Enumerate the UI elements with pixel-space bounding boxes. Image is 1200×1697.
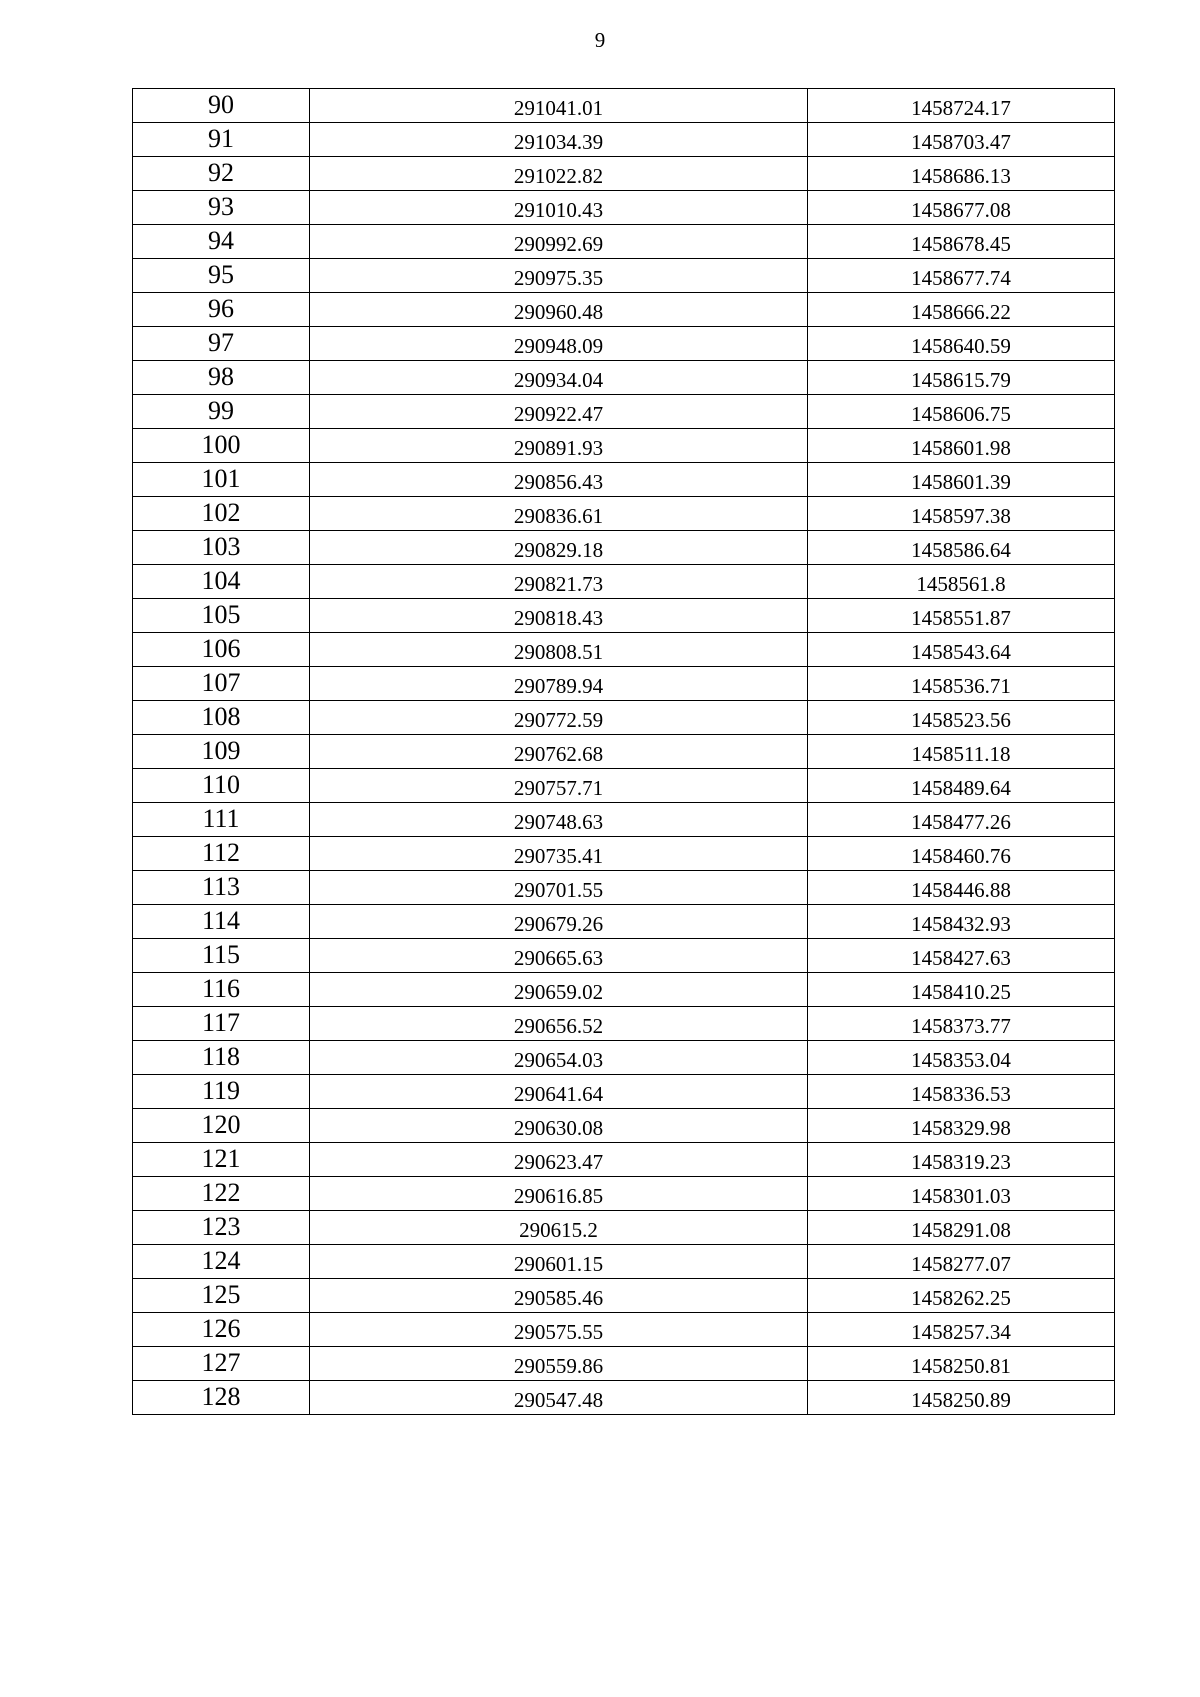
y-coordinate-cell: 1458460.76 bbox=[808, 837, 1115, 871]
table-row bbox=[133, 1177, 1115, 1211]
y-coordinate-cell: 1458703.47 bbox=[808, 123, 1115, 157]
table-row bbox=[133, 905, 1115, 939]
y-coordinate-cell: 1458551.87 bbox=[808, 599, 1115, 633]
y-coordinate-cell: 1458666.22 bbox=[808, 293, 1115, 327]
table-row bbox=[133, 225, 1115, 259]
x-coordinate-cell: 290659.02 bbox=[310, 973, 808, 1007]
y-coordinate-cell: 1458250.81 bbox=[808, 1347, 1115, 1381]
y-coordinate-cell: 1458543.64 bbox=[808, 633, 1115, 667]
x-coordinate-cell: 290934.04 bbox=[310, 361, 808, 395]
x-coordinate-cell: 290623.47 bbox=[310, 1143, 808, 1177]
x-coordinate-cell: 290960.48 bbox=[310, 293, 808, 327]
table-row bbox=[133, 1109, 1115, 1143]
table-row bbox=[133, 769, 1115, 803]
table-row bbox=[133, 1245, 1115, 1279]
y-coordinate-cell: 1458250.89 bbox=[808, 1381, 1115, 1415]
table-row bbox=[133, 973, 1115, 1007]
x-coordinate-cell: 290772.59 bbox=[310, 701, 808, 735]
table-row bbox=[133, 599, 1115, 633]
x-coordinate-cell: 290856.43 bbox=[310, 463, 808, 497]
x-coordinate-cell: 290948.09 bbox=[310, 327, 808, 361]
y-coordinate-cell: 1458597.38 bbox=[808, 497, 1115, 531]
x-coordinate-cell: 291034.39 bbox=[310, 123, 808, 157]
y-coordinate-cell: 1458724.17 bbox=[808, 89, 1115, 123]
x-coordinate-cell: 290701.55 bbox=[310, 871, 808, 905]
table-row bbox=[133, 939, 1115, 973]
y-coordinate-cell: 1458329.98 bbox=[808, 1109, 1115, 1143]
x-coordinate-cell: 290829.18 bbox=[310, 531, 808, 565]
table-row bbox=[133, 1381, 1115, 1415]
table-row bbox=[133, 259, 1115, 293]
x-coordinate-cell: 290975.35 bbox=[310, 259, 808, 293]
x-coordinate-cell: 290757.71 bbox=[310, 769, 808, 803]
table-row bbox=[133, 89, 1115, 123]
table-row bbox=[133, 871, 1115, 905]
point-number-cell: 112 bbox=[133, 837, 310, 871]
y-coordinate-cell: 1458686.13 bbox=[808, 157, 1115, 191]
x-coordinate-cell: 290616.85 bbox=[310, 1177, 808, 1211]
y-coordinate-cell: 1458336.53 bbox=[808, 1075, 1115, 1109]
point-number-cell: 103 bbox=[133, 531, 310, 565]
y-coordinate-cell: 1458373.77 bbox=[808, 1007, 1115, 1041]
point-number-cell: 121 bbox=[133, 1143, 310, 1177]
point-number-cell: 109 bbox=[133, 735, 310, 769]
point-number-cell: 113 bbox=[133, 871, 310, 905]
y-coordinate-cell: 1458277.07 bbox=[808, 1245, 1115, 1279]
x-coordinate-cell: 291010.43 bbox=[310, 191, 808, 225]
table-row bbox=[133, 293, 1115, 327]
point-number-cell: 111 bbox=[133, 803, 310, 837]
point-number-cell: 99 bbox=[133, 395, 310, 429]
point-number-cell: 115 bbox=[133, 939, 310, 973]
y-coordinate-cell: 1458677.74 bbox=[808, 259, 1115, 293]
y-coordinate-cell: 1458606.75 bbox=[808, 395, 1115, 429]
x-coordinate-cell: 290891.93 bbox=[310, 429, 808, 463]
x-coordinate-cell: 290821.73 bbox=[310, 565, 808, 599]
x-coordinate-cell: 290735.41 bbox=[310, 837, 808, 871]
point-number-cell: 106 bbox=[133, 633, 310, 667]
point-number-cell: 125 bbox=[133, 1279, 310, 1313]
x-coordinate-cell: 290789.94 bbox=[310, 667, 808, 701]
point-number-cell: 127 bbox=[133, 1347, 310, 1381]
y-coordinate-cell: 1458291.08 bbox=[808, 1211, 1115, 1245]
table-row bbox=[133, 701, 1115, 735]
x-coordinate-cell: 290585.46 bbox=[310, 1279, 808, 1313]
point-number-cell: 94 bbox=[133, 225, 310, 259]
table-row bbox=[133, 1075, 1115, 1109]
x-coordinate-cell: 290601.15 bbox=[310, 1245, 808, 1279]
y-coordinate-cell: 1458561.8 bbox=[808, 565, 1115, 599]
table-row bbox=[133, 327, 1115, 361]
y-coordinate-cell: 1458410.25 bbox=[808, 973, 1115, 1007]
x-coordinate-cell: 290748.63 bbox=[310, 803, 808, 837]
y-coordinate-cell: 1458601.98 bbox=[808, 429, 1115, 463]
coordinates-table-body bbox=[133, 89, 1115, 1415]
x-coordinate-cell: 290615.2 bbox=[310, 1211, 808, 1245]
x-coordinate-cell: 290575.55 bbox=[310, 1313, 808, 1347]
x-coordinate-cell: 290641.64 bbox=[310, 1075, 808, 1109]
y-coordinate-cell: 1458432.93 bbox=[808, 905, 1115, 939]
y-coordinate-cell: 1458489.64 bbox=[808, 769, 1115, 803]
point-number-cell: 105 bbox=[133, 599, 310, 633]
y-coordinate-cell: 1458319.23 bbox=[808, 1143, 1115, 1177]
table-row bbox=[133, 565, 1115, 599]
point-number-cell: 93 bbox=[133, 191, 310, 225]
point-number-cell: 100 bbox=[133, 429, 310, 463]
point-number-cell: 97 bbox=[133, 327, 310, 361]
x-coordinate-cell: 290992.69 bbox=[310, 225, 808, 259]
x-coordinate-cell: 290656.52 bbox=[310, 1007, 808, 1041]
table-row bbox=[133, 837, 1115, 871]
y-coordinate-cell: 1458301.03 bbox=[808, 1177, 1115, 1211]
y-coordinate-cell: 1458536.71 bbox=[808, 667, 1115, 701]
table-row bbox=[133, 191, 1115, 225]
table-row bbox=[133, 667, 1115, 701]
point-number-cell: 104 bbox=[133, 565, 310, 599]
point-number-cell: 118 bbox=[133, 1041, 310, 1075]
point-number-cell: 116 bbox=[133, 973, 310, 1007]
point-number-cell: 96 bbox=[133, 293, 310, 327]
point-number-cell: 101 bbox=[133, 463, 310, 497]
y-coordinate-cell: 1458262.25 bbox=[808, 1279, 1115, 1313]
table-row bbox=[133, 1143, 1115, 1177]
y-coordinate-cell: 1458511.18 bbox=[808, 735, 1115, 769]
y-coordinate-cell: 1458477.26 bbox=[808, 803, 1115, 837]
point-number-cell: 108 bbox=[133, 701, 310, 735]
point-number-cell: 119 bbox=[133, 1075, 310, 1109]
x-coordinate-cell: 290808.51 bbox=[310, 633, 808, 667]
x-coordinate-cell: 290836.61 bbox=[310, 497, 808, 531]
point-number-cell: 98 bbox=[133, 361, 310, 395]
y-coordinate-cell: 1458601.39 bbox=[808, 463, 1115, 497]
table-row bbox=[133, 463, 1115, 497]
point-number-cell: 120 bbox=[133, 1109, 310, 1143]
table-row bbox=[133, 395, 1115, 429]
y-coordinate-cell: 1458678.45 bbox=[808, 225, 1115, 259]
coordinates-table bbox=[132, 88, 1115, 1415]
y-coordinate-cell: 1458615.79 bbox=[808, 361, 1115, 395]
y-coordinate-cell: 1458677.08 bbox=[808, 191, 1115, 225]
point-number-cell: 90 bbox=[133, 89, 310, 123]
y-coordinate-cell: 1458640.59 bbox=[808, 327, 1115, 361]
point-number-cell: 102 bbox=[133, 497, 310, 531]
table-row bbox=[133, 1007, 1115, 1041]
x-coordinate-cell: 290679.26 bbox=[310, 905, 808, 939]
x-coordinate-cell: 290922.47 bbox=[310, 395, 808, 429]
x-coordinate-cell: 290547.48 bbox=[310, 1381, 808, 1415]
point-number-cell: 114 bbox=[133, 905, 310, 939]
table-row bbox=[133, 361, 1115, 395]
y-coordinate-cell: 1458446.88 bbox=[808, 871, 1115, 905]
table-row bbox=[133, 735, 1115, 769]
point-number-cell: 128 bbox=[133, 1381, 310, 1415]
point-number-cell: 95 bbox=[133, 259, 310, 293]
x-coordinate-cell: 291022.82 bbox=[310, 157, 808, 191]
x-coordinate-cell: 290762.68 bbox=[310, 735, 808, 769]
table-row bbox=[133, 1041, 1115, 1075]
table-row bbox=[133, 1211, 1115, 1245]
x-coordinate-cell: 290630.08 bbox=[310, 1109, 808, 1143]
point-number-cell: 110 bbox=[133, 769, 310, 803]
table-row bbox=[133, 803, 1115, 837]
table-row bbox=[133, 123, 1115, 157]
table-row bbox=[133, 633, 1115, 667]
table-row bbox=[133, 429, 1115, 463]
y-coordinate-cell: 1458353.04 bbox=[808, 1041, 1115, 1075]
point-number-cell: 123 bbox=[133, 1211, 310, 1245]
x-coordinate-cell: 290665.63 bbox=[310, 939, 808, 973]
y-coordinate-cell: 1458523.56 bbox=[808, 701, 1115, 735]
table-row bbox=[133, 1347, 1115, 1381]
table-row bbox=[133, 531, 1115, 565]
x-coordinate-cell: 290818.43 bbox=[310, 599, 808, 633]
x-coordinate-cell: 291041.01 bbox=[310, 89, 808, 123]
table-row bbox=[133, 1313, 1115, 1347]
table-row bbox=[133, 1279, 1115, 1313]
page-number: 9 bbox=[594, 28, 606, 52]
y-coordinate-cell: 1458427.63 bbox=[808, 939, 1115, 973]
table-row bbox=[133, 157, 1115, 191]
x-coordinate-cell: 290654.03 bbox=[310, 1041, 808, 1075]
point-number-cell: 122 bbox=[133, 1177, 310, 1211]
x-coordinate-cell: 290559.86 bbox=[310, 1347, 808, 1381]
point-number-cell: 91 bbox=[133, 123, 310, 157]
point-number-cell: 124 bbox=[133, 1245, 310, 1279]
point-number-cell: 107 bbox=[133, 667, 310, 701]
point-number-cell: 126 bbox=[133, 1313, 310, 1347]
y-coordinate-cell: 1458586.64 bbox=[808, 531, 1115, 565]
point-number-cell: 117 bbox=[133, 1007, 310, 1041]
point-number-cell: 92 bbox=[133, 157, 310, 191]
table-row bbox=[133, 497, 1115, 531]
y-coordinate-cell: 1458257.34 bbox=[808, 1313, 1115, 1347]
